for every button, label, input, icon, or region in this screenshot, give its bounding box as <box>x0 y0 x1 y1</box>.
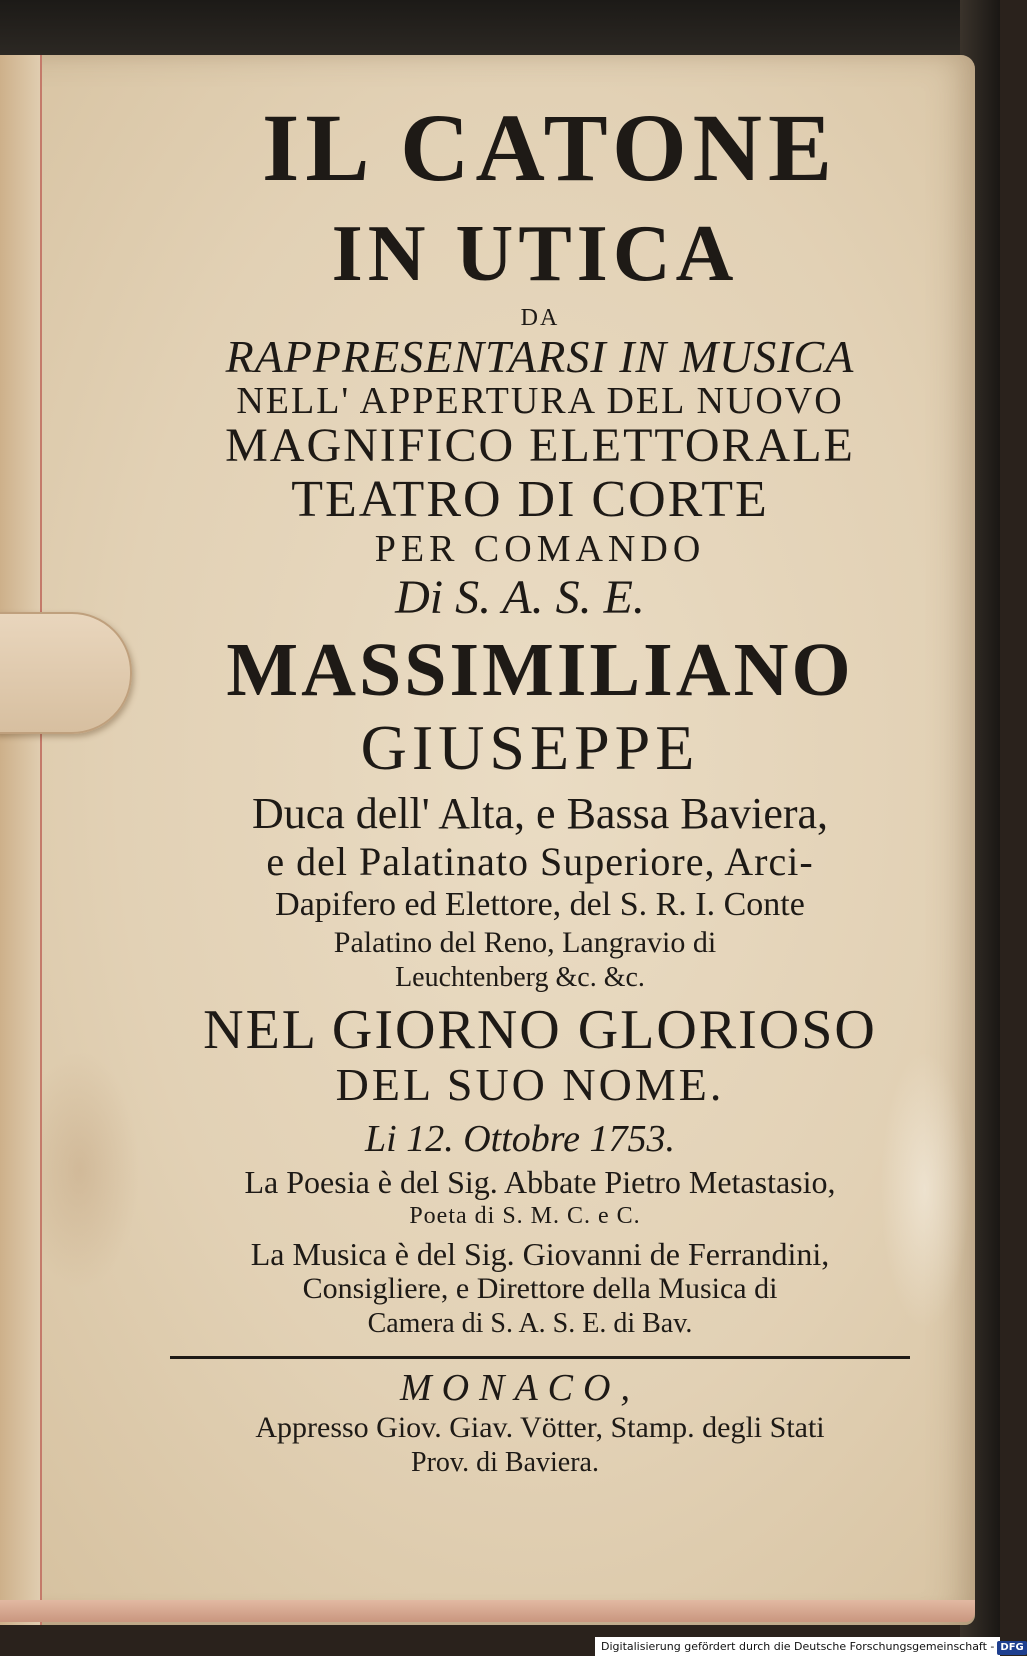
horizontal-rule <box>170 1356 910 1359</box>
line-appresso: Appresso Giov. Giav. Vötter, Stamp. degli Stati <box>255 1411 825 1444</box>
line-prov: Prov. di Baviera. <box>411 1447 599 1478</box>
line-da: DA <box>520 305 560 331</box>
title-line-1: IL CATONE <box>262 94 838 201</box>
line-poesia: La Poesia è del Sig. Abbate Pietro Metastasio, <box>244 1164 836 1200</box>
line-palatinato: e del Palatinato Superiore, Arci- <box>266 839 814 884</box>
line-reno: Palatino del Reno, Langravio di <box>333 926 717 959</box>
line-rappresentarsi: RAPPRESENTARSI IN MUSICA <box>225 331 855 382</box>
line-nel-giorno: NEL GIORNO GLORIOSO <box>203 999 877 1061</box>
line-magnifico: MAGNIFICO ELETTORALE <box>225 419 855 472</box>
digitization-credit <box>595 1637 1024 1656</box>
line-monaco: MONACO, <box>400 1367 640 1409</box>
line-giuseppe: GIUSEPPE <box>360 712 700 783</box>
line-teatro: TEATRO DI CORTE <box>291 471 769 528</box>
page-bottom-edge <box>0 1600 975 1622</box>
line-del-suo-nome: DEL SUO NOME. <box>335 1059 725 1110</box>
credit-text: Digitalisierung gefördert durch die Deutsche Forschungsgemeinschaft - <box>601 1640 995 1653</box>
line-duca: Duca dell' Alta, e Bassa Baviera, <box>251 789 829 838</box>
line-per-comando: PER COMANDO <box>374 528 706 570</box>
line-date: Li 12. Ottobre 1753. <box>365 1118 675 1160</box>
line-musica: La Musica è del Sig. Giovanni de Ferrandini, <box>250 1236 830 1272</box>
title-line-2: IN UTICA <box>331 210 739 298</box>
dfg-logo-icon: DFG <box>997 1641 1026 1655</box>
line-appertura: NELL' APPERTURA DEL NUOVO <box>236 380 844 422</box>
line-leuchtenberg: Leuchtenberg &c. &c. <box>395 962 645 993</box>
line-poeta: Poeta di S. M. C. e C. <box>409 1203 641 1229</box>
book-cover-edge <box>0 0 1000 60</box>
bookmark-tab <box>0 612 132 734</box>
line-dapifero: Dapifero ed Elettore, del S. R. I. Conte <box>275 886 805 923</box>
line-massimiliano: MASSIMILIANO <box>226 628 854 712</box>
title-page-text <box>150 94 930 1478</box>
page-gutter <box>0 55 42 1625</box>
line-di-sase: Di S. A. S. E. <box>395 571 645 624</box>
line-camera: Camera di S. A. S. E. di Bav. <box>367 1308 693 1339</box>
line-consigliere: Consigliere, e Direttore della Musica di <box>302 1272 778 1305</box>
